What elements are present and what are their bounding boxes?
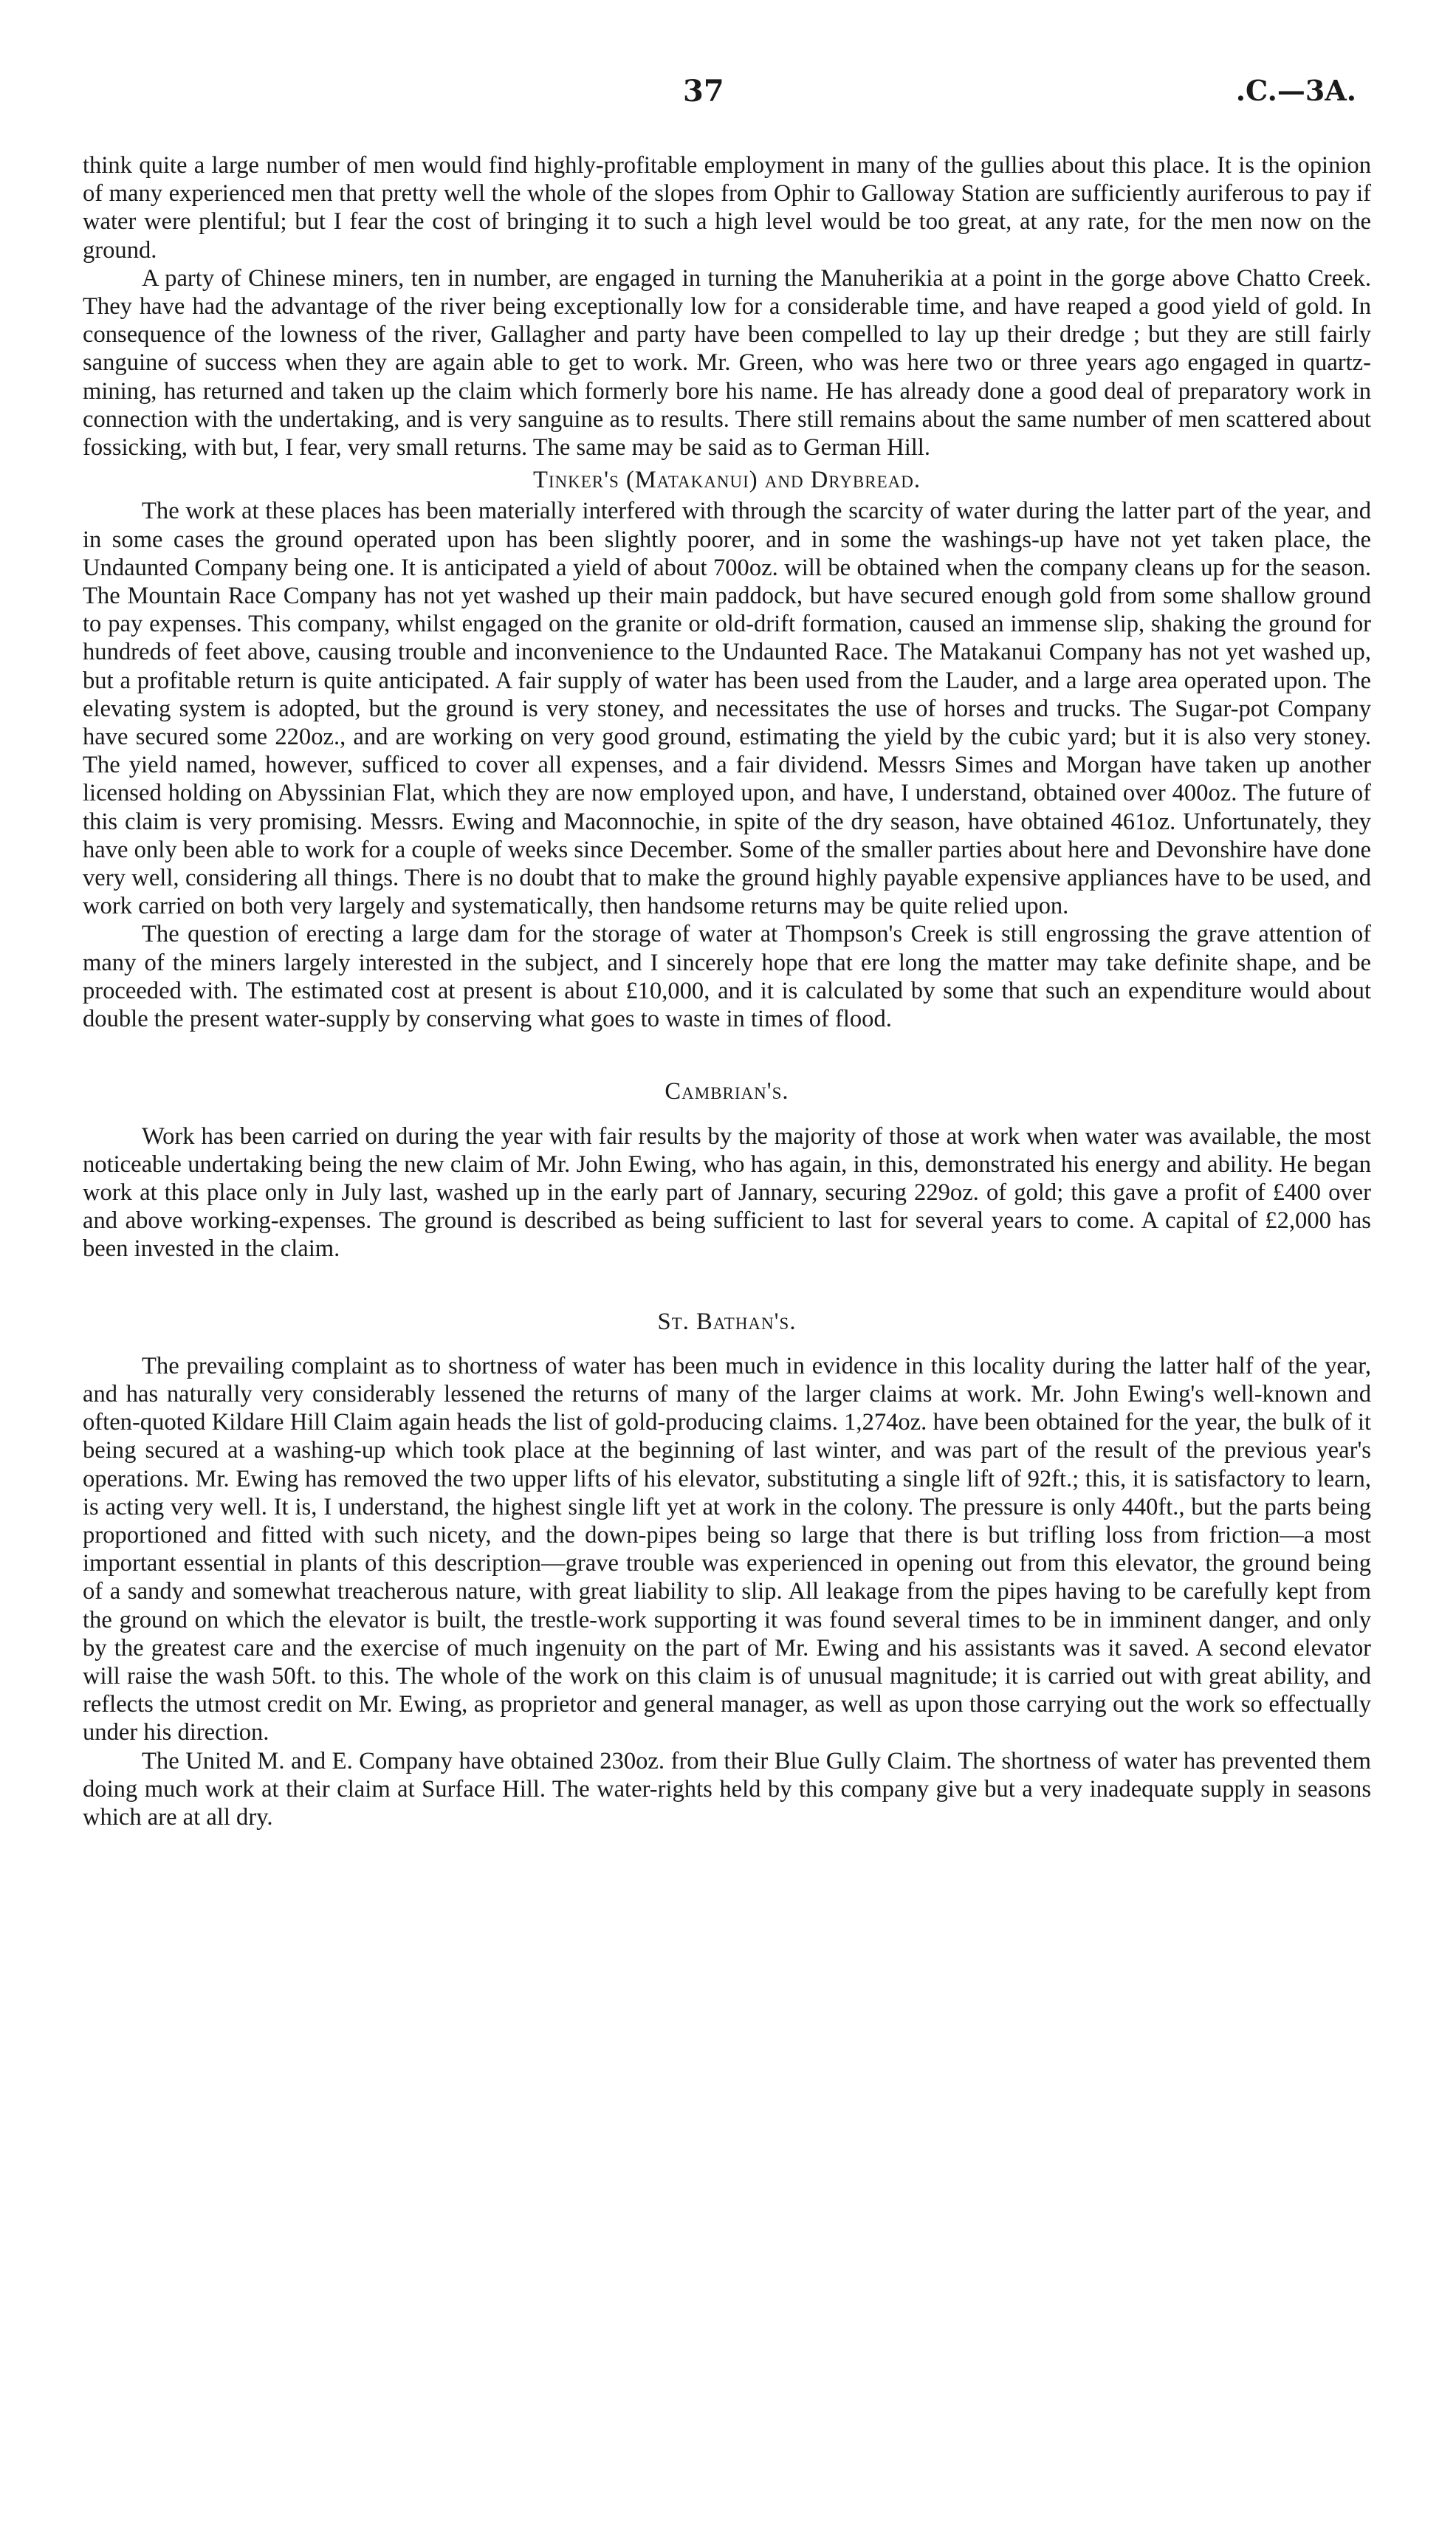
paragraph-gullies-continuation: think quite a large number of men would find highly-profitable employment in many of the gullies about this place. It is the opinion of many experienced men that pretty well the whole of the slopes from Ophir to Galloway Station are sufficiently auriferous to pay if water were plentiful; but I fear the cost of bringing it to such a high level would be too great, at any rate, for the men now on the ground. (83, 152, 1371, 264)
paragraph-st-bathans-water: The prevailing complaint as to shortness of water has been much in evidence in this locality during the latter half of the year, and has naturally very considerably lessened the returns of many of the larger claims at work. Mr. John Ewing's well-known and often-quoted Kildare Hill Claim again heads the list of gold-producing claims. 1,274oz. have been obtained for the year, the bulk of it being secured at a washing-up which took place at the beginning of last winter, and was part of the result of the previous year's operations. Mr. Ewing has removed the two upper lifts of his elevator, substituting a single lift of 92ft.; this, it is satisfactory to learn, is acting very well. It is, I understand, the highest single lift yet at work in the colony. The pressure is only 440ft., but the parts being proportioned and fitted with such nicety, and the down-pipes being so large that there is but trifling loss from friction—a most important essential in plants of this description—grave trouble was experienced in opening out from this elevator, the ground being of a sandy and somewhat treacherous nature, with great liability to slip. All leakage from the pipes having to be carefully kept from the ground on which the elevator is built, the trestle-work supporting it was found several times to be in imminent danger, and only by the greatest care and the exercise of much ingenuity on the part of Mr. Ewing and his assistants was it saved. A second elevator will raise the wash 50ft. to this. The whole of the work on this claim is of unusual magnitude; it is carried out with great ability, and reflects the utmost credit on Mr. Ewing, as proprietor and general manager, as well as upon those carrying out the work so effectually under his direction. (83, 1352, 1371, 1746)
document-reference: .C.—3A. (1235, 74, 1356, 107)
body-text (83, 151, 1371, 1831)
paragraph-united-company: The United M. and E. Company have obtained 230oz. from their Blue Gully Claim. The shortness of water has prevented them doing much work at their claim at Surface Hill. The water-rights held by this company give but a very inadequate supply in seasons which are at all dry. (83, 1747, 1371, 1831)
paragraph-tinkers-work: The work at these places has been materially interfered with through the scarcity of water during the latter part of the year, and in some cases the ground operated upon has been slightly poorer, and in some the washings-up have not yet taken place, the Undaunted Company being one. It is anticipated a yield of about 700oz. will be obtained when the company cleans up for the season. The Mountain Race Company has not yet washed up their main paddock, but have secured enough gold from some shallow ground to pay expenses. This company, whilst engaged on the granite or old-drift formation, caused an immense slip, shaking the ground for hundreds of feet above, causing trouble and inconvenience to the Undaunted Race. The Matakanui Company has not yet washed up, but a profitable return is quite anticipated. A fair supply of water has been used from the Lauder, and a large area operated upon. The elevating system is adopted, but the ground is very stoney, and necessitates the use of horses and trucks. The Sugar-pot Company have secured some 220oz., and are working on very good ground, estimating the yield by the cubic yard; but it is also very stoney. The yield named, however, sufficed to cover all expenses, and a fair dividend. Messrs Simes and Morgan have taken up another licensed holding on Abyssinian Flat, which they are now employed upon, and have, I understand, obtained over 400oz. The future of this claim is very promising. Messrs. Ewing and Maconnochie, in spite of the dry season, have obtained 461oz. Unfortunately, they have only been able to work for a couple of weeks since December. Some of the smaller parties about here and Devonshire have done very well, considering all things. There is no doubt that to make the ground highly payable expensive appliances have to be used, and work carried on both very largely and systematically, then handsome returns may be quite relied upon. (83, 498, 1371, 920)
section-heading-cambrians: Cambrian's. (665, 1078, 789, 1105)
section-heading-tinkers-drybread: Tinker's (Matakanui) and Drybread. (532, 467, 921, 494)
page-header (0, 74, 1456, 118)
paragraph-thompsons-creek-dam: The question of erecting a large dam for the storage of water at Thompson's Creek is still engrossing the grave attention of many of the miners largely interested in the subject, and I sincerely hope that ere long the matter may take definite shape, and be proceeded with. The estimated cost at present is about £10,000, and it is calculated by some that such an expenditure would about double the present water-supply by conserving what goes to waste in times of flood. (83, 921, 1371, 1033)
paragraph-chinese-miners: A party of Chinese miners, ten in number, are engaged in turning the Manuherikia at a point in the gorge above Chatto Creek. They have had the advantage of the river being exceptionally low for a considerable time, and have reaped a good yield of gold. In consequence of the lowness of the river, Gallagher and party have been compelled to lay up their dredge ; but they are still fairly sanguine of success when they are again able to get to work. Mr. Green, who was here two or three years ago engaged in quartz-mining, has returned and taken up the claim which formerly bore his name. He has already done a good deal of preparatory work in connection with the undertaking, and is very sanguine as to results. There still remains about the same number of men scattered about fossicking, with but, I fear, very small returns. The same may be said as to German Hill. (83, 264, 1371, 462)
paragraph-cambrians-work: Work has been carried on during the year with fair results by the majority of those at work when water was available, the most noticeable undertaking being the new claim of Mr. John Ewing, who has again, in this, demonstrated his energy and ability. He began work at this place only in July last, washed up in the early part of Jannary, securing 229oz. of gold; this gave a profit of £400 over and above working-expenses. The ground is described as being sufficient to last for several years to come. A capital of £2,000 has been invested in the claim. (83, 1122, 1371, 1263)
page-number: 37 (683, 74, 724, 109)
section-heading-st-bathans: St. Bathan's. (657, 1308, 797, 1335)
